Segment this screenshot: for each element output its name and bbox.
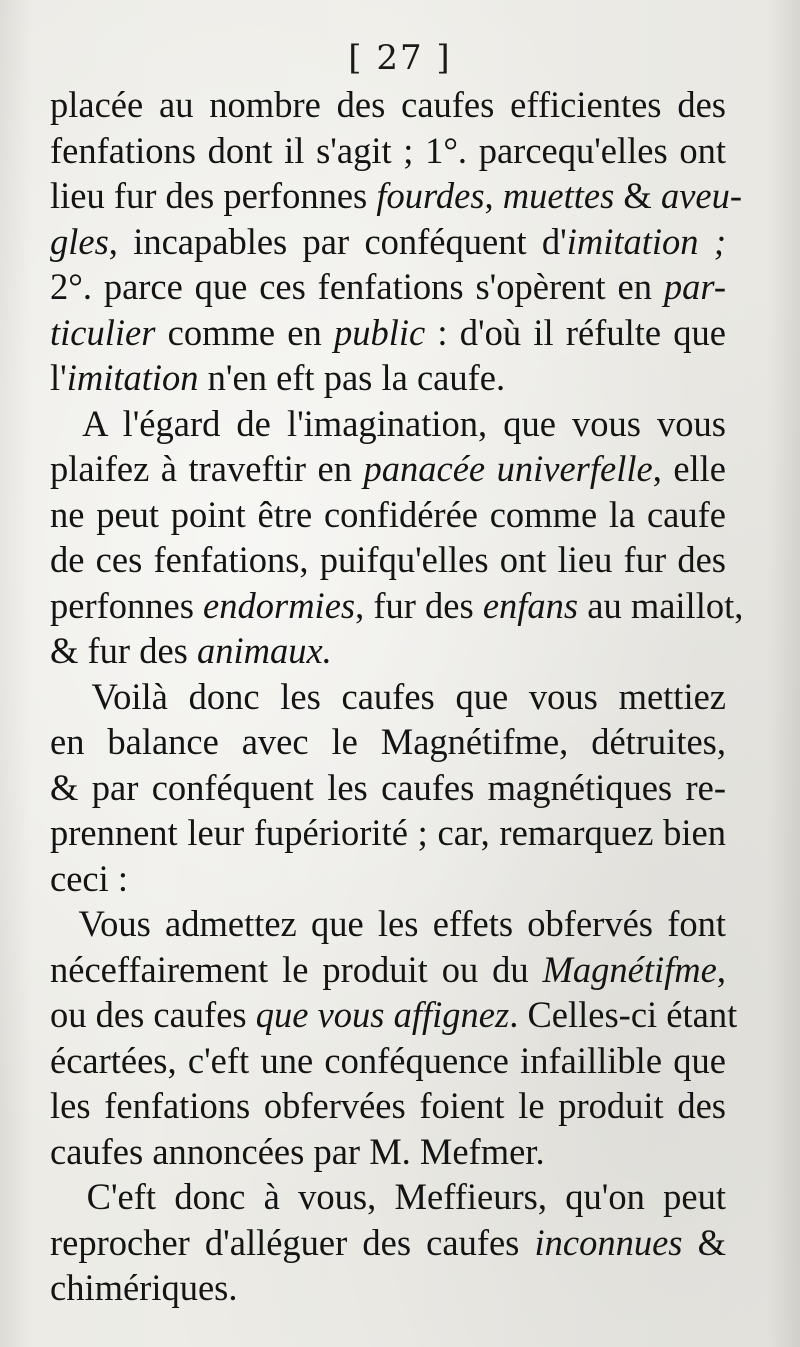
text-line [50,1265,726,1311]
text-line [50,901,726,947]
text-line [50,765,726,811]
text-segment: les fenfations obfervées foient le produit des [50,1085,726,1126]
text-line [50,628,726,674]
text-segment: 2°. parce que ces fenfations s'opèrent en [50,266,664,307]
text-line [50,355,726,401]
text-line [50,128,726,174]
italic-text: muettes [502,175,615,216]
text-line [50,1038,726,1084]
text-segment: & fur des [50,630,197,671]
text-segment: fenfations dont il s'agit ; 1°. parcequ'elles ont [50,129,726,171]
italic-text: endormies [203,584,356,626]
italic-text: animaux. [196,630,332,671]
text-segment: plaifez à traveftir en [50,448,364,489]
italic-text: par- [663,266,726,307]
text-segment: perfonnes [50,584,204,626]
text-segment: & par conféquent les caufes magnétiques re- [50,766,726,808]
text-line [50,310,726,356]
text-segment: lieu fur des perfonnes [50,175,377,216]
text-line [50,1083,726,1129]
text-segment: & [682,1221,726,1263]
text-segment: , [716,948,726,990]
text-segment: , [484,175,503,216]
text-segment: prennent leur fupériorité ; car, remarquez bien [50,812,726,853]
italic-text: panacée univerfelle [363,448,653,489]
italic-text: que vous affignez [255,994,510,1035]
text-line [50,1220,726,1266]
italic-text: enfans [482,584,579,626]
text-segment: , fur des [355,584,483,626]
italic-text: fourdes [376,175,485,216]
italic-text: aveu- [660,175,742,216]
italic-text: Magnétifme [542,948,717,990]
body-text [50,82,744,1311]
italic-text: public [333,311,426,353]
text-segment: néceffairement le produit ou du [50,948,543,990]
text-line [50,719,726,765]
text-line [50,537,726,583]
italic-text: imitation ; [566,220,726,262]
text-segment: ne peut point être confidérée comme la caufe [50,493,726,535]
text-line [50,173,742,219]
text-segment: Vous admettez que les effets obfervés font [50,903,726,944]
text-segment: au maillot, [578,584,744,626]
text-line [50,219,726,265]
italic-text: imitation [66,357,199,398]
text-segment: chimériques. [50,1267,238,1308]
text-line [50,583,744,629]
text-segment: placée au nombre des caufes efficientes des [50,84,726,125]
text-segment: ou des caufes [50,994,256,1035]
text-segment: reprocher d'alléguer des caufes [50,1221,535,1263]
text-line [50,856,726,902]
text-segment: comme en [155,311,334,353]
text-segment: ceci : [50,857,129,899]
text-segment: C'eft donc à vous, Meffieurs, qu'on peut [50,1176,726,1217]
italic-text: ticulier [50,311,156,353]
text-segment: l' [50,357,67,398]
italic-text: inconnues [534,1221,683,1263]
text-line [50,82,726,128]
text-segment: : d'où il réfulte que [425,311,726,353]
italic-text: gles [50,220,109,262]
page-number: [ 27 ] [348,38,452,78]
text-segment: n'en eft pas la caufe. [198,357,506,398]
text-segment: A l'égard de l'imagination, que vous vous [50,402,726,444]
text-segment: de ces fenfations, puifqu'elles ont lieu fur des [50,539,726,580]
text-line [50,492,726,538]
text-line [50,264,726,310]
text-segment: , incapables par conféquent d' [108,220,567,262]
text-line [50,1129,726,1175]
text-line [50,992,738,1038]
text-line [50,1174,726,1220]
text-segment: écartées, c'eft une conféquence infaillible que [50,1039,726,1081]
text-segment: , elle [652,448,727,489]
text-segment: Voilà donc les caufes que vous mettiez [50,675,726,717]
text-line [50,947,726,993]
text-line [50,810,726,856]
text-segment: caufes annoncées par M. Mefmer. [50,1130,545,1172]
text-segment: & [614,175,661,216]
text-segment: . Celles-ci étant [509,994,738,1035]
text-line [50,401,726,447]
text-line [50,446,726,492]
text-segment: en balance avec le Magnétifme, détruites, [50,721,726,762]
text-line [50,674,726,720]
